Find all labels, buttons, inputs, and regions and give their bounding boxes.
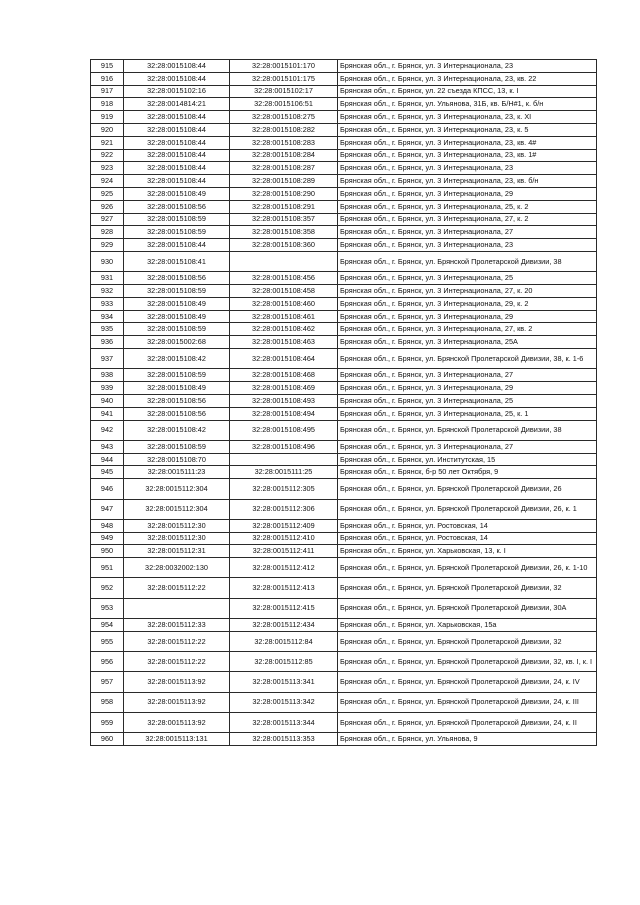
- cadastral-number-cell: 32:28:0015112:413: [230, 578, 338, 598]
- cadastral-number-cell: 32:28:0015112:305: [230, 479, 338, 499]
- cadastral-parent-cell: 32:28:0014814:21: [124, 98, 230, 111]
- cadastral-number-cell: 32:28:0015108:282: [230, 123, 338, 136]
- address-cell: Брянская обл., г. Брянск, ул. 3 Интернационала, 23, кв. 4#: [338, 136, 597, 149]
- row-number-cell: 926: [91, 200, 124, 213]
- row-number-cell: 923: [91, 162, 124, 175]
- cadastral-parent-cell: 32:28:0015108:42: [124, 349, 230, 369]
- cadastral-parent-cell: 32:28:0015108:49: [124, 382, 230, 395]
- table-row: [91, 98, 597, 111]
- cadastral-number-cell: 32:28:0015108:360: [230, 239, 338, 252]
- address-cell: Брянская обл., г. Брянск, ул. 3 Интернационала, 23, к. XI: [338, 111, 597, 124]
- row-number-cell: 959: [91, 713, 124, 733]
- table-row: [91, 272, 597, 285]
- cadastral-parent-cell: 32:28:0032002:130: [124, 558, 230, 578]
- address-cell: Брянская обл., г. Брянск, ул. 3 Интернационала, 23, кв. б/н: [338, 175, 597, 188]
- row-number-cell: 915: [91, 60, 124, 73]
- cadastral-number-cell: 32:28:0015108:458: [230, 285, 338, 298]
- table-row: [91, 251, 597, 271]
- cadastral-parent-cell: 32:28:0015108:44: [124, 239, 230, 252]
- cadastral-parent-cell: 32:28:0015108:44: [124, 72, 230, 85]
- table-row: [91, 532, 597, 545]
- address-cell: Брянская обл., г. Брянск, ул. 3 Интернационала, 25А: [338, 336, 597, 349]
- address-cell: Брянская обл., г. Брянск, ул. 3 Интернационала, 23, кв. 1#: [338, 149, 597, 162]
- cadastral-number-cell: 32:28:0015108:287: [230, 162, 338, 175]
- cadastral-number-cell: 32:28:0015112:434: [230, 619, 338, 632]
- address-cell: Брянская обл., г. Брянск, ул. Институтская, 15: [338, 453, 597, 466]
- row-number-cell: 927: [91, 213, 124, 226]
- table-body: [91, 60, 597, 746]
- table-row: [91, 175, 597, 188]
- table-row: [91, 733, 597, 746]
- address-cell: Брянская обл., г. Брянск, ул. Брянской Пролетарской Дивизии, 32: [338, 631, 597, 651]
- cadastral-parent-cell: 32:28:0015108:59: [124, 440, 230, 453]
- row-number-cell: 956: [91, 652, 124, 672]
- address-cell: Брянская обл., г. Брянск, ул. Брянской Пролетарской Дивизии, 38: [338, 420, 597, 440]
- cadastral-parent-cell: 32:28:0015108:59: [124, 213, 230, 226]
- table-row: [91, 136, 597, 149]
- address-cell: Брянская обл., г. Брянск, ул. 22 съезда КПСС, 13, к. I: [338, 85, 597, 98]
- cadastral-parent-cell: 32:28:0015108:56: [124, 200, 230, 213]
- cadastral-number-cell: 32:28:0015108:460: [230, 297, 338, 310]
- cadastral-number-cell: 32:28:0015108:464: [230, 349, 338, 369]
- row-number-cell: 954: [91, 619, 124, 632]
- cadastral-parent-cell: 32:28:0015108:42: [124, 420, 230, 440]
- row-number-cell: 934: [91, 310, 124, 323]
- table-row: [91, 85, 597, 98]
- row-number-cell: 949: [91, 532, 124, 545]
- table-row: [91, 310, 597, 323]
- cadastral-number-cell: 32:28:0015112:412: [230, 558, 338, 578]
- row-number-cell: 918: [91, 98, 124, 111]
- cadastral-parent-cell: 32:28:0015108:44: [124, 60, 230, 73]
- cadastral-number-cell: 32:28:0015112:409: [230, 519, 338, 532]
- row-number-cell: 955: [91, 631, 124, 651]
- address-cell: Брянская обл., г. Брянск, ул. Брянской Пролетарской Дивизии, 38: [338, 251, 597, 271]
- address-cell: Брянская обл., г. Брянск, ул. Ульянова, 31Б, кв. Б/Н#1, к. б/н: [338, 98, 597, 111]
- table-row: [91, 382, 597, 395]
- table-row: [91, 323, 597, 336]
- address-cell: Брянская обл., г. Брянск, ул. Брянской Пролетарской Дивизии, 24, к. III: [338, 692, 597, 712]
- cadastral-number-cell: 32:28:0015108:283: [230, 136, 338, 149]
- table-row: [91, 440, 597, 453]
- address-cell: Брянская обл., г. Брянск, ул. Брянской Пролетарской Дивизии, 38, к. 1-6: [338, 349, 597, 369]
- address-cell: Брянская обл., г. Брянск, ул. Брянской Пролетарской Дивизии, 24, к. II: [338, 713, 597, 733]
- row-number-cell: 920: [91, 123, 124, 136]
- row-number-cell: 944: [91, 453, 124, 466]
- table-row: [91, 672, 597, 692]
- row-number-cell: 945: [91, 466, 124, 479]
- cadastral-parent-cell: 32:28:0015112:33: [124, 619, 230, 632]
- table-row: [91, 466, 597, 479]
- address-cell: Брянская обл., г. Брянск, ул. Ростовская, 14: [338, 532, 597, 545]
- cadastral-number-cell: 32:28:0015112:415: [230, 598, 338, 618]
- table-row: [91, 479, 597, 499]
- table-row: [91, 72, 597, 85]
- cadastral-number-cell: 32:28:0015112:84: [230, 631, 338, 651]
- address-cell: Брянская обл., г. Брянск, ул. Ульянова, 9: [338, 733, 597, 746]
- cadastral-parent-cell: 32:28:0015108:70: [124, 453, 230, 466]
- cadastral-number-cell: 32:28:0015106:51: [230, 98, 338, 111]
- cadastral-parent-cell: 32:28:0015108:59: [124, 323, 230, 336]
- cadastral-number-cell: 32:28:0015108:357: [230, 213, 338, 226]
- cadastral-number-cell: 32:28:0015108:463: [230, 336, 338, 349]
- cadastral-number-cell: 32:28:0015108:493: [230, 394, 338, 407]
- cadastral-number-cell: 32:28:0015108:456: [230, 272, 338, 285]
- address-cell: Брянская обл., г. Брянск, ул. 3 Интернационала, 27, к. 2: [338, 213, 597, 226]
- row-number-cell: 952: [91, 578, 124, 598]
- address-cell: Брянская обл., г. Брянск, ул. Брянской Пролетарской Дивизии, 24, к. IV: [338, 672, 597, 692]
- cadastral-parent-cell: 32:28:0015102:16: [124, 85, 230, 98]
- cadastral-number-cell: 32:28:0015108:461: [230, 310, 338, 323]
- address-cell: Брянская обл., г. Брянск, ул. Брянской Пролетарской Дивизии, 32: [338, 578, 597, 598]
- table-row: [91, 149, 597, 162]
- row-number-cell: 941: [91, 407, 124, 420]
- cadastral-parent-cell: 32:28:0015112:304: [124, 499, 230, 519]
- row-number-cell: 917: [91, 85, 124, 98]
- cadastral-number-cell: 32:28:0015112:306: [230, 499, 338, 519]
- row-number-cell: 948: [91, 519, 124, 532]
- row-number-cell: 937: [91, 349, 124, 369]
- cadastral-number-cell: 32:28:0015112:410: [230, 532, 338, 545]
- table-row: [91, 226, 597, 239]
- row-number-cell: 942: [91, 420, 124, 440]
- address-cell: Брянская обл., г. Брянск, ул. 3 Интернационала, 23: [338, 60, 597, 73]
- cadastral-number-cell: 32:28:0015108:469: [230, 382, 338, 395]
- table-row: [91, 200, 597, 213]
- cadastral-parent-cell: 32:28:0015002:68: [124, 336, 230, 349]
- cadastral-parent-cell: [124, 598, 230, 618]
- cadastral-parent-cell: 32:28:0015113:92: [124, 692, 230, 712]
- row-number-cell: 916: [91, 72, 124, 85]
- row-number-cell: 960: [91, 733, 124, 746]
- cadastral-parent-cell: 32:28:0015108:59: [124, 369, 230, 382]
- cadastral-number-cell: 32:28:0015108:284: [230, 149, 338, 162]
- address-cell: Брянская обл., г. Брянск, ул. 3 Интернационала, 25: [338, 272, 597, 285]
- row-number-cell: 958: [91, 692, 124, 712]
- cadastral-number-cell: 32:28:0015108:462: [230, 323, 338, 336]
- row-number-cell: 930: [91, 251, 124, 271]
- cadastral-number-cell: 32:28:0015108:289: [230, 175, 338, 188]
- row-number-cell: 951: [91, 558, 124, 578]
- table-row: [91, 519, 597, 532]
- cadastral-parent-cell: 32:28:0015111:23: [124, 466, 230, 479]
- cadastral-parent-cell: 32:28:0015112:22: [124, 631, 230, 651]
- table-row: [91, 692, 597, 712]
- table-row: [91, 162, 597, 175]
- table-row: [91, 558, 597, 578]
- table-row: [91, 336, 597, 349]
- table-row: [91, 60, 597, 73]
- address-cell: Брянская обл., г. Брянск, ул. 3 Интернационала, 23, кв. 22: [338, 72, 597, 85]
- table-row: [91, 499, 597, 519]
- table-row: [91, 545, 597, 558]
- cadastral-parent-cell: 32:28:0015108:44: [124, 123, 230, 136]
- cadastral-parent-cell: 32:28:0015112:22: [124, 652, 230, 672]
- address-cell: Брянская обл., г. Брянск, ул. 3 Интернационала, 23: [338, 239, 597, 252]
- address-cell: Брянская обл., г. Брянск, ул. 3 Интернационала, 29: [338, 382, 597, 395]
- address-cell: Брянская обл., г. Брянск, ул. Харьковская, 13, к. I: [338, 545, 597, 558]
- table-row: [91, 631, 597, 651]
- cadastral-number-cell: [230, 453, 338, 466]
- row-number-cell: 943: [91, 440, 124, 453]
- row-number-cell: 933: [91, 297, 124, 310]
- cadastral-number-cell: 32:28:0015108:275: [230, 111, 338, 124]
- cadastral-parent-cell: 32:28:0015108:41: [124, 251, 230, 271]
- cadastral-parent-cell: 32:28:0015113:131: [124, 733, 230, 746]
- cadastral-parent-cell: 32:28:0015108:49: [124, 187, 230, 200]
- row-number-cell: 921: [91, 136, 124, 149]
- cadastral-number-cell: 32:28:0015112:411: [230, 545, 338, 558]
- row-number-cell: 953: [91, 598, 124, 618]
- cadastral-parent-cell: 32:28:0015108:59: [124, 285, 230, 298]
- cadastral-parent-cell: 32:28:0015108:59: [124, 226, 230, 239]
- table-row: [91, 713, 597, 733]
- cadastral-number-cell: 32:28:0015113:344: [230, 713, 338, 733]
- table-row: [91, 297, 597, 310]
- row-number-cell: 931: [91, 272, 124, 285]
- cadastral-number-cell: 32:28:0015101:170: [230, 60, 338, 73]
- table-row: [91, 578, 597, 598]
- cadastral-parent-cell: 32:28:0015112:30: [124, 519, 230, 532]
- address-cell: Брянская обл., г. Брянск, ул. 3 Интернационала, 29: [338, 187, 597, 200]
- table-row: [91, 349, 597, 369]
- address-cell: Брянская обл., г. Брянск, ул. Ростовская, 14: [338, 519, 597, 532]
- address-cell: Брянская обл., г. Брянск, ул. 3 Интернационала, 27: [338, 369, 597, 382]
- cadastral-number-cell: 32:28:0015108:358: [230, 226, 338, 239]
- address-cell: Брянская обл., г. Брянск, ул. 3 Интернационала, 27, к. 20: [338, 285, 597, 298]
- cadastral-number-cell: 32:28:0015108:290: [230, 187, 338, 200]
- table-row: [91, 187, 597, 200]
- address-cell: Брянская обл., г. Брянск, ул. 3 Интернационала, 29: [338, 310, 597, 323]
- table-row: [91, 394, 597, 407]
- cadastral-parent-cell: 32:28:0015108:44: [124, 149, 230, 162]
- cadastral-parent-cell: 32:28:0015112:31: [124, 545, 230, 558]
- table-row: [91, 619, 597, 632]
- cadastral-parent-cell: 32:28:0015108:44: [124, 162, 230, 175]
- table-row: [91, 369, 597, 382]
- address-cell: Брянская обл., г. Брянск, ул. Брянской Пролетарской Дивизии, 26, к. 1-10: [338, 558, 597, 578]
- cadastral-number-cell: 32:28:0015108:494: [230, 407, 338, 420]
- cadastral-number-cell: 32:28:0015111:25: [230, 466, 338, 479]
- row-number-cell: 932: [91, 285, 124, 298]
- row-number-cell: 922: [91, 149, 124, 162]
- address-cell: Брянская обл., г. Брянск, ул. 3 Интернационала, 27, кв. 2: [338, 323, 597, 336]
- cadastral-parent-cell: 32:28:0015112:22: [124, 578, 230, 598]
- address-cell: Брянская обл., г. Брянск, б-р 50 лет Октября, 9: [338, 466, 597, 479]
- row-number-cell: 950: [91, 545, 124, 558]
- cadastral-parent-cell: 32:28:0015112:30: [124, 532, 230, 545]
- address-cell: Брянская обл., г. Брянск, ул. Брянской Пролетарской Дивизии, 26: [338, 479, 597, 499]
- cadastral-parent-cell: 32:28:0015108:44: [124, 136, 230, 149]
- row-number-cell: 946: [91, 479, 124, 499]
- cadastral-parent-cell: 32:28:0015108:49: [124, 310, 230, 323]
- table-row: [91, 123, 597, 136]
- table-row: [91, 652, 597, 672]
- row-number-cell: 924: [91, 175, 124, 188]
- cadastral-number-cell: 32:28:0015113:341: [230, 672, 338, 692]
- address-cell: Брянская обл., г. Брянск, ул. 3 Интернационала, 25: [338, 394, 597, 407]
- cadastral-parent-cell: 32:28:0015113:92: [124, 713, 230, 733]
- row-number-cell: 929: [91, 239, 124, 252]
- row-number-cell: 947: [91, 499, 124, 519]
- cadastral-number-cell: 32:28:0015108:496: [230, 440, 338, 453]
- cadastral-number-cell: 32:28:0015102:17: [230, 85, 338, 98]
- address-cell: Брянская обл., г. Брянск, ул. Брянской Пролетарской Дивизии, 30А: [338, 598, 597, 618]
- address-cell: Брянская обл., г. Брянск, ул. 3 Интернационала, 23, к. 5: [338, 123, 597, 136]
- cadastral-parent-cell: 32:28:0015108:44: [124, 175, 230, 188]
- address-cell: Брянская обл., г. Брянск, ул. Харьковская, 15а: [338, 619, 597, 632]
- cadastral-number-cell: 32:28:0015112:85: [230, 652, 338, 672]
- row-number-cell: 935: [91, 323, 124, 336]
- table-row: [91, 453, 597, 466]
- address-cell: Брянская обл., г. Брянск, ул. 3 Интернационала, 25, к. 2: [338, 200, 597, 213]
- cadastral-number-cell: 32:28:0015101:175: [230, 72, 338, 85]
- row-number-cell: 939: [91, 382, 124, 395]
- cadastral-number-cell: 32:28:0015108:468: [230, 369, 338, 382]
- cadastral-number-cell: 32:28:0015113:342: [230, 692, 338, 712]
- address-cell: Брянская обл., г. Брянск, ул. 3 Интернационала, 23: [338, 162, 597, 175]
- table-row: [91, 420, 597, 440]
- cadastral-parent-cell: 32:28:0015113:92: [124, 672, 230, 692]
- cadastral-parent-cell: 32:28:0015108:56: [124, 394, 230, 407]
- row-number-cell: 928: [91, 226, 124, 239]
- cadastral-parent-cell: 32:28:0015108:44: [124, 111, 230, 124]
- row-number-cell: 925: [91, 187, 124, 200]
- table-row: [91, 111, 597, 124]
- cadastral-parent-cell: 32:28:0015108:56: [124, 272, 230, 285]
- address-cell: Брянская обл., г. Брянск, ул. 3 Интернационала, 29, к. 2: [338, 297, 597, 310]
- address-cell: Брянская обл., г. Брянск, ул. Брянской Пролетарской Дивизии, 26, к. 1: [338, 499, 597, 519]
- row-number-cell: 919: [91, 111, 124, 124]
- row-number-cell: 936: [91, 336, 124, 349]
- cadastral-parent-cell: 32:28:0015112:304: [124, 479, 230, 499]
- address-cell: Брянская обл., г. Брянск, ул. Брянской Пролетарской Дивизии, 32, кв. I, к. I: [338, 652, 597, 672]
- address-cell: Брянская обл., г. Брянск, ул. 3 Интернационала, 27: [338, 226, 597, 239]
- cadastral-parent-cell: 32:28:0015108:49: [124, 297, 230, 310]
- table-row: [91, 285, 597, 298]
- row-number-cell: 957: [91, 672, 124, 692]
- cadastral-number-cell: 32:28:0015108:495: [230, 420, 338, 440]
- address-cell: Брянская обл., г. Брянск, ул. 3 Интернационала, 27: [338, 440, 597, 453]
- property-table: [90, 59, 597, 746]
- cadastral-number-cell: 32:28:0015108:291: [230, 200, 338, 213]
- cadastral-parent-cell: 32:28:0015108:56: [124, 407, 230, 420]
- table-row: [91, 598, 597, 618]
- address-cell: Брянская обл., г. Брянск, ул. 3 Интернационала, 25, к. 1: [338, 407, 597, 420]
- table-row: [91, 213, 597, 226]
- row-number-cell: 938: [91, 369, 124, 382]
- cadastral-number-cell: 32:28:0015113:353: [230, 733, 338, 746]
- table-row: [91, 407, 597, 420]
- table-row: [91, 239, 597, 252]
- cadastral-number-cell: [230, 251, 338, 271]
- row-number-cell: 940: [91, 394, 124, 407]
